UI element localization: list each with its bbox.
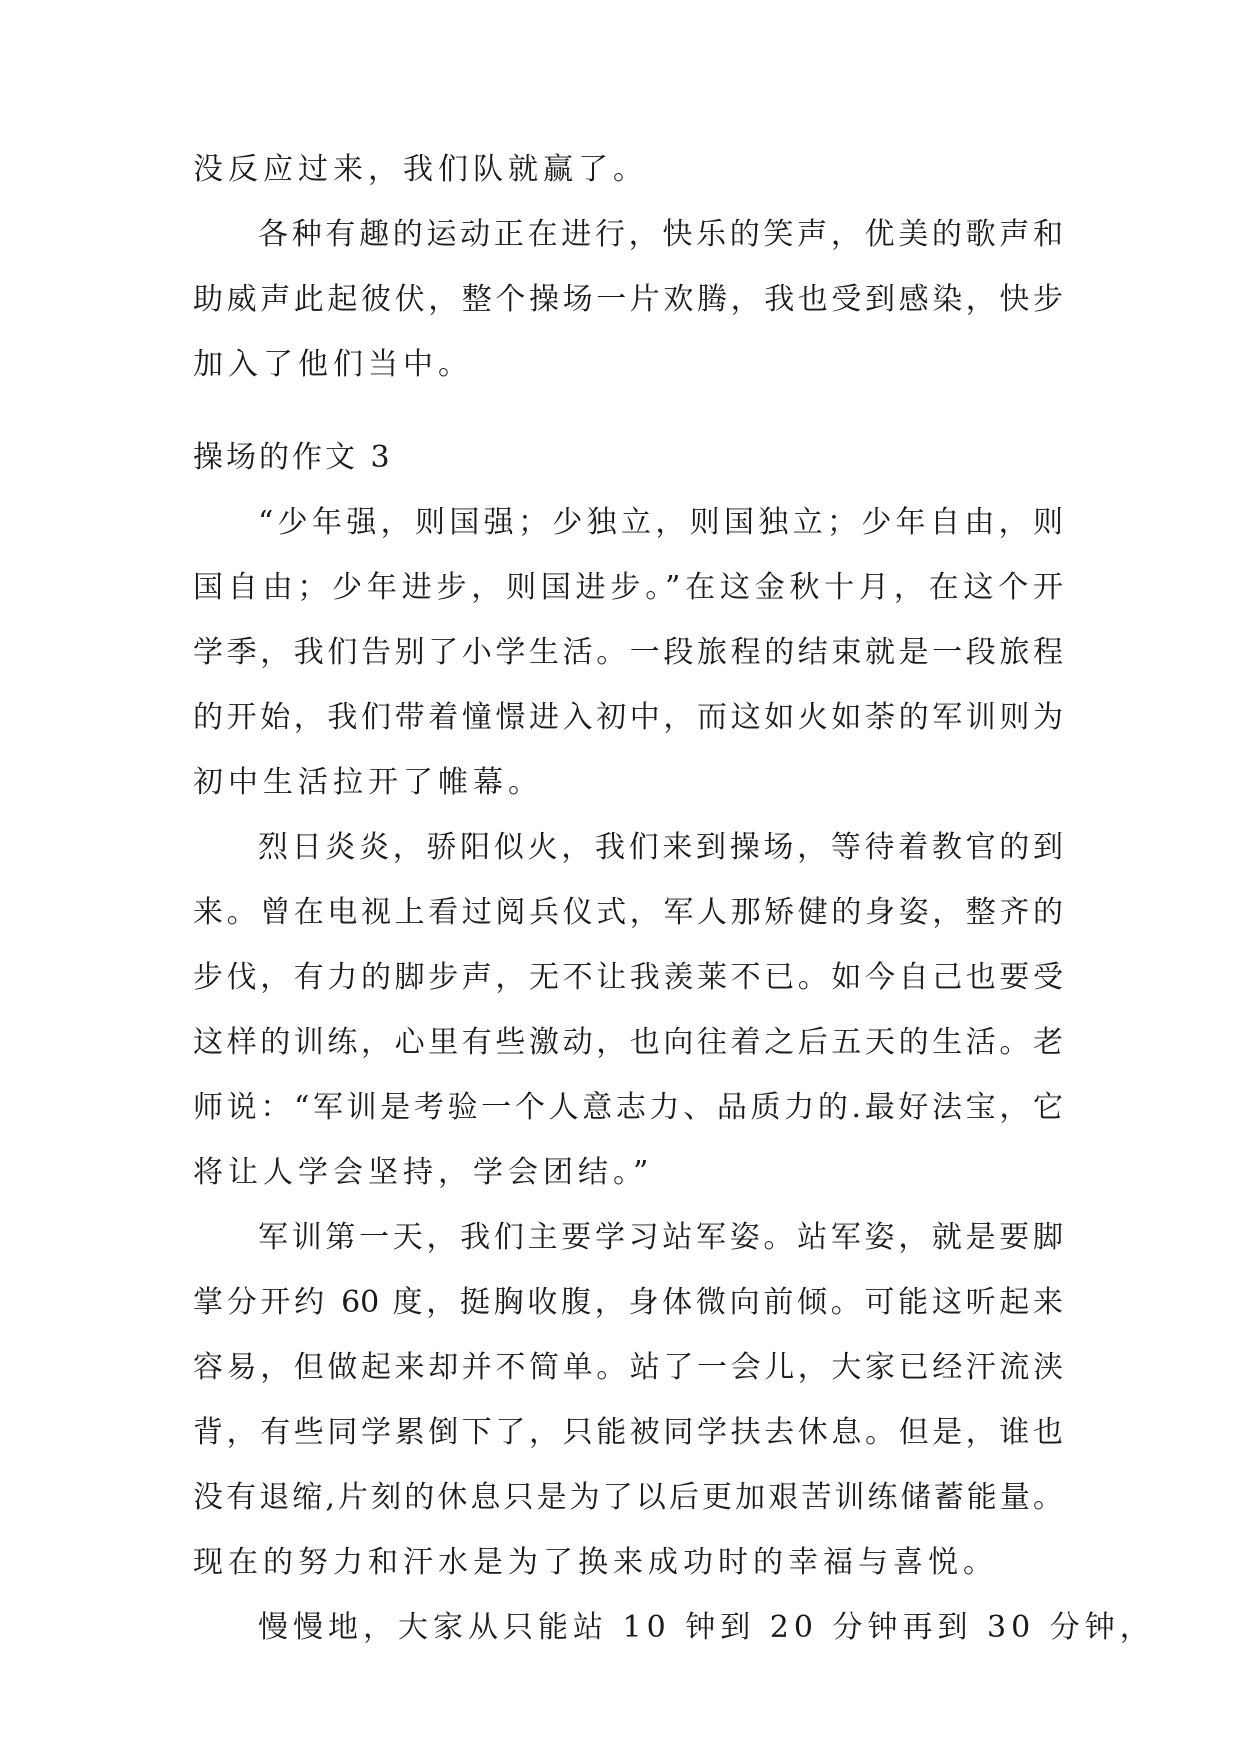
text-line: 各种有趣的运动正在进行，快乐的笑声，优美的歌声和	[258, 217, 1063, 252]
text-line: 慢慢地，大家从只能站 10 钟到 20 分钟再到 30 分钟，	[258, 1610, 1155, 1645]
section-heading: 操场的作文 3	[193, 440, 393, 475]
text-line: 学季，我们告别了小学生活。一段旅程的结束就是一段旅程	[193, 635, 1063, 670]
text-line: 师说：“军训是考验一个人意志力、品质力的.最好法宝，它	[193, 1090, 1063, 1125]
text-line: 军训第一天，我们主要学习站军姿。站军姿，就是要脚	[258, 1220, 1063, 1255]
text-line: 烈日炎炎，骄阳似火，我们来到操场，等待着教官的到	[258, 830, 1063, 865]
text-line: 容易，但做起来却并不简单。站了一会儿，大家已经汗流浃	[193, 1350, 1063, 1385]
text-line: 加入了他们当中。	[193, 347, 473, 382]
text-line: 初中生活拉开了帷幕。	[193, 765, 543, 800]
text-line: 的开始，我们带着憧憬进入初中，而这如火如荼的军训则为	[193, 700, 1063, 735]
text-line: 来。曾在电视上看过阅兵仪式，军人那矫健的身姿，整齐的	[193, 895, 1063, 930]
text-line: 将让人学会坚持，学会团结。”	[193, 1155, 654, 1190]
text-line: 这样的训练，心里有些激动，也向往着之后五天的生活。老	[193, 1025, 1063, 1060]
text-line: 现在的努力和汗水是为了换来成功时的幸福与喜悦。	[193, 1545, 998, 1580]
text-line: “少年强，则国强；少独立，则国独立；少年自由，则	[258, 505, 1063, 540]
text-line: 背，有些同学累倒下了，只能被同学扶去休息。但是，谁也	[193, 1415, 1063, 1450]
text-line: 掌分开约 60 度，挺胸收腹，身体微向前倾。可能这听起来	[193, 1285, 1063, 1320]
text-line: 国自由；少年进步，则国进步。”在这金秋十月，在这个开	[193, 570, 1063, 605]
text-line: 没有退缩,片刻的休息只是为了以后更加艰苦训练储蓄能量。	[193, 1480, 1063, 1515]
text-line: 助威声此起彼伏，整个操场一片欢腾，我也受到感染，快步	[193, 282, 1063, 317]
text-line: 步伐，有力的脚步声，无不让我羡莱不已。如今自己也要受	[193, 960, 1063, 995]
text-line: 没反应过来，我们队就赢了。	[193, 152, 648, 187]
